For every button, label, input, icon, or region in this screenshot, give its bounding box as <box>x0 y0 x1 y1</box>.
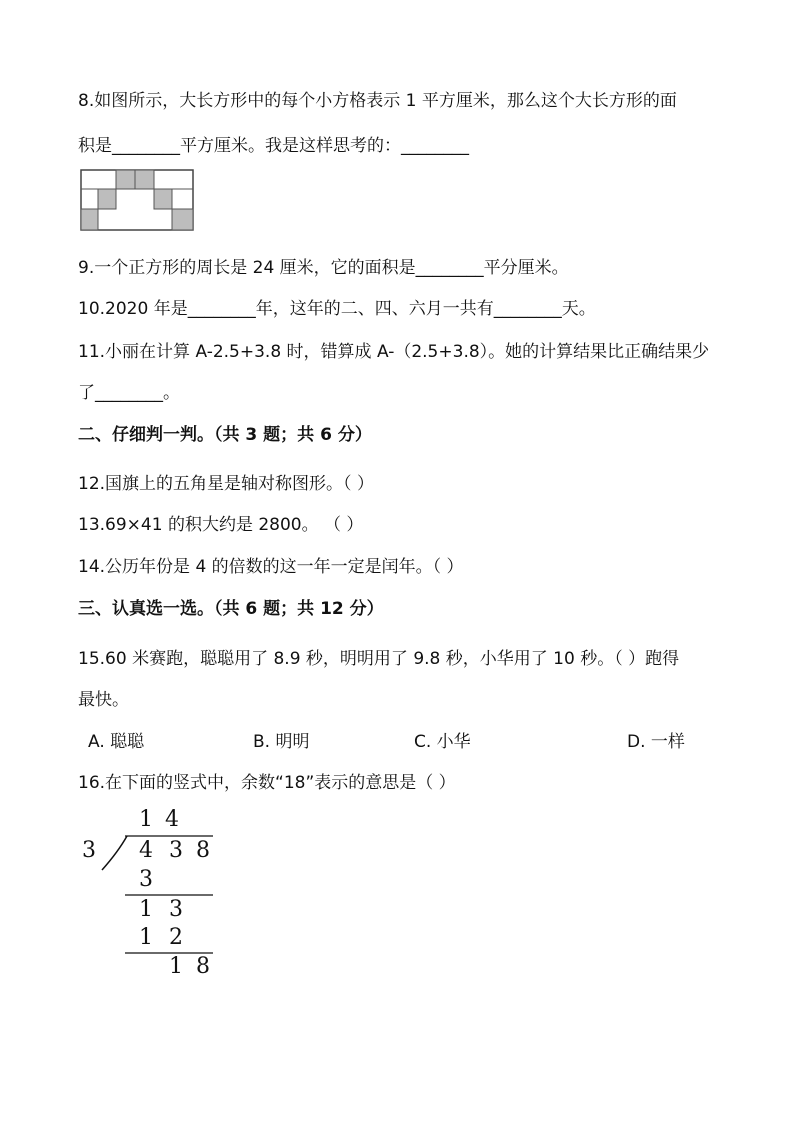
q8-line1: 8.如图所示，大长方形中的每个小方格表示 1 平方厘米，那么这个大长方形的面 <box>78 91 677 111</box>
divisor: 3 <box>82 838 96 863</box>
q15-option-b: B. 明明 <box>253 732 310 752</box>
q15-option-d: D. 一样 <box>627 732 685 752</box>
section-3-heading: 三、认真选一选。（共 6 题；共 12 分） <box>78 599 384 619</box>
dividend-digit: 8 <box>196 838 210 863</box>
dividend-digit: 4 <box>139 838 153 863</box>
step-digit: 3 <box>139 867 153 892</box>
q12: 12.国旗上的五角星是轴对称图形。（ ） <box>78 474 374 494</box>
q16: 16.在下面的竖式中，余数“18”表示的意思是（ ） <box>78 773 456 793</box>
q9: 9.一个正方形的周长是 24 厘米，它的面积是________平分厘米。 <box>78 258 569 278</box>
dividend-digit: 3 <box>169 838 183 863</box>
q15-line2: 最快。 <box>78 690 129 710</box>
remainder-digit: 1 <box>169 954 183 979</box>
remainder-digit: 8 <box>196 954 210 979</box>
step-digit: 2 <box>169 925 183 950</box>
q15-option-c: C. 小华 <box>414 732 471 752</box>
q13: 13.69×41 的积大约是 2800。 （ ） <box>78 515 364 535</box>
section-2-heading: 二、仔细判一判。（共 3 题；共 6 分） <box>78 425 372 445</box>
q8-line2: 积是________平方厘米。我是这样思考的：________ <box>78 136 469 156</box>
q11-line1: 11.小丽在计算 A-2.5+3.8 时，错算成 A-（2.5+3.8）。她的计算结果比正确结果少 <box>78 342 710 362</box>
quotient-digit: 4 <box>165 807 179 832</box>
q15-line1: 15.60 米赛跑，聪聪用了 8.9 秒，明明用了 9.8 秒，小华用了 10 秒。（ ）跑得 <box>78 649 680 669</box>
step-digit: 1 <box>139 897 153 922</box>
quotient-digit: 1 <box>139 807 153 832</box>
step-digit: 3 <box>169 897 183 922</box>
q15-option-a: A. 聪聪 <box>88 732 145 752</box>
q11-line2: 了________。 <box>78 383 180 403</box>
step-digit: 1 <box>139 925 153 950</box>
q14: 14.公历年份是 4 的倍数的这一年一定是闰年。（ ） <box>78 557 464 577</box>
rectangle-grid-figure <box>80 169 194 233</box>
q10: 10.2020 年是________年，这年的二、四、六月一共有________天。 <box>78 299 596 319</box>
